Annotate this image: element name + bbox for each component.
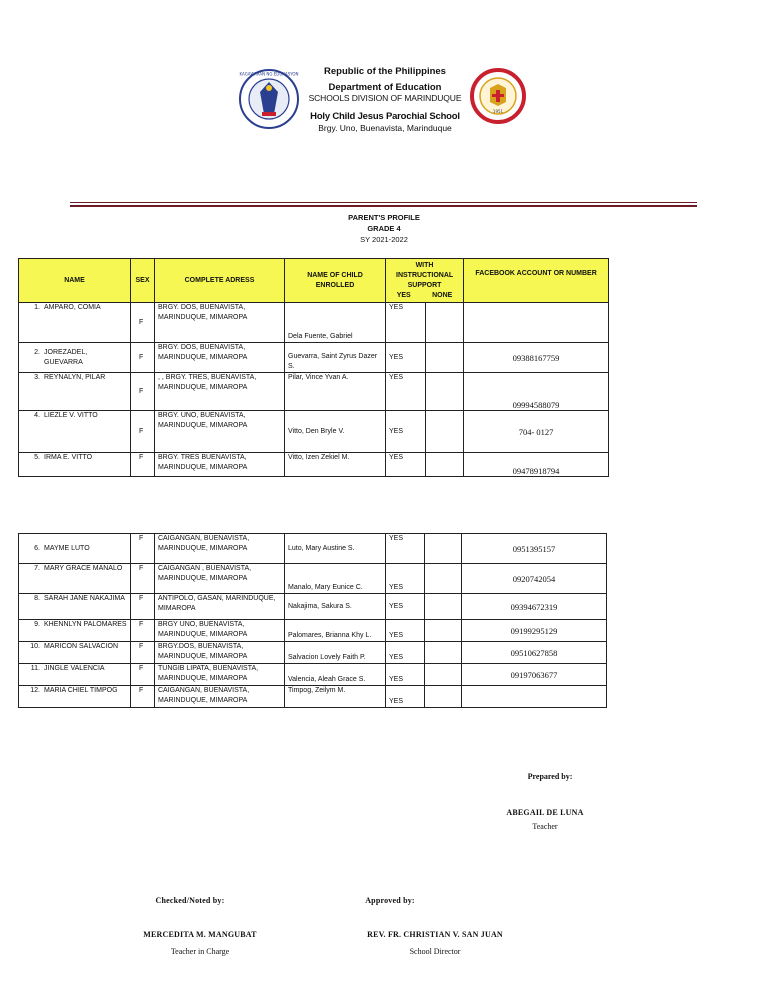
table-header-row <box>19 259 609 303</box>
child-name-cell: Manalo, Mary Eunice C. <box>285 564 386 594</box>
table-row <box>19 534 607 564</box>
contact-cell: 704- 0127 <box>464 411 609 453</box>
row-number: 1. <box>34 304 40 311</box>
sex-cell: F <box>131 620 155 642</box>
parent-name-cell <box>19 686 131 708</box>
sex-cell: F <box>131 594 155 620</box>
address-cell: BRGY. UNO, BUENAVISTA, MARINDUQUE, MIMAROPA <box>155 411 285 453</box>
school-seal-icon <box>470 68 526 124</box>
col-none: NONE <box>432 291 453 299</box>
parent-name: REYNALYN, PILAR <box>44 374 106 381</box>
child-name-cell: Guevarra, Saint Zyrus Dazer S. <box>285 343 386 373</box>
col-support-label: WITH INSTRUCTIONAL SUPPORT <box>396 261 454 289</box>
address-cell: BRGY. TRES BUENAVISTA, MARINDUQUE, MIMAROPA <box>155 453 285 477</box>
sex-cell: F <box>131 642 155 664</box>
seal-year: 1951 <box>492 109 504 114</box>
sex-cell: F <box>131 453 155 477</box>
checked-by-label-block <box>120 896 260 905</box>
support-yes-cell: YES <box>386 564 425 594</box>
col-name: NAME <box>19 259 131 303</box>
approved-name: REV. FR. CHRISTIAN V. SAN JUAN <box>367 930 503 939</box>
parent-name-cell <box>19 303 131 343</box>
parent-name: IRMA E. VITTO <box>44 454 93 461</box>
col-fb: FACEBOOK ACCOUNT OR NUMBER <box>464 259 609 303</box>
parents-table-1 <box>18 258 609 477</box>
child-name-cell: Timpog, Zeilym M. <box>285 686 386 708</box>
parent-name-cell <box>19 620 131 642</box>
parent-name: JINGLE VALENCIA <box>44 665 105 672</box>
table-row <box>19 594 607 620</box>
support-none-cell <box>426 411 464 453</box>
support-yes-cell: YES <box>386 303 426 343</box>
support-yes-cell: YES <box>386 343 426 373</box>
address-cell: CAIGANGAN , BUENAVISTA, MARINDUQUE, MIMAROPA <box>155 564 285 594</box>
seal-lettering: KAGAWARAN NG EDUKASYON <box>239 71 299 77</box>
col-address: COMPLETE ADRESS <box>155 259 285 303</box>
contact-cell: 09994588079 <box>464 373 609 411</box>
parent-name: JOREZADEL, GUEVARRA <box>44 348 88 366</box>
row-number: 12. <box>30 687 40 694</box>
row-number: 7. <box>34 565 40 572</box>
parent-name: LIEZLE V. VITTO <box>44 412 98 419</box>
parent-name: SARAH JANE NAKAJIMA <box>44 595 125 602</box>
row-number: 11. <box>30 665 40 672</box>
checked-name: MERCEDITA M. MANGUBAT <box>143 930 257 939</box>
child-name-cell: Vitto, Den Bryle V. <box>285 411 386 453</box>
parent-name-cell <box>19 564 131 594</box>
letterhead <box>0 62 768 152</box>
title-profile: PARENT'S PROFILE <box>348 213 420 222</box>
contact-cell: 09478918794 <box>464 453 609 477</box>
support-yes-cell: YES <box>386 664 425 686</box>
col-yes: YES <box>396 291 411 299</box>
document-title <box>0 212 768 245</box>
support-none-cell <box>425 534 462 564</box>
school-address: Brgy. Uno, Buenavista, Marinduque <box>318 123 452 133</box>
address-cell: CAIGANGAN, BUENAVISTA, MARINDUQUE, MIMAROPA <box>155 534 285 564</box>
address-cell: BRGY. DOS, BUENAVISTA, MARINDUQUE, MIMAROPA <box>155 343 285 373</box>
table-row <box>19 664 607 686</box>
table-row <box>19 343 609 373</box>
divider-bottom <box>70 205 697 207</box>
support-yes-cell: YES <box>386 620 425 642</box>
table-row <box>19 642 607 664</box>
prepared-label: Prepared by: <box>527 772 573 781</box>
divider-top <box>70 202 697 203</box>
child-name-cell: Luto, Mary Austine S. <box>285 534 386 564</box>
support-yes-cell: YES <box>386 534 425 564</box>
row-number: 5. <box>34 454 40 461</box>
child-name-cell: Pilar, Vince Yvan A. <box>285 373 386 411</box>
table-row <box>19 686 607 708</box>
parent-name-cell <box>19 594 131 620</box>
division-line: SCHOOLS DIVISION OF MARINDUQUE <box>308 93 462 103</box>
title-school-year: SY 2021-2022 <box>360 235 408 244</box>
support-none-cell <box>426 303 464 343</box>
child-name-cell: Salvacion Lovely Faith P. <box>285 642 386 664</box>
department-line: Department of Education <box>328 82 442 93</box>
row-number: 2. <box>34 348 40 356</box>
child-name-cell: Dela Fuente, Gabriel <box>285 303 386 343</box>
parent-name: MAYME LUTO <box>44 544 90 552</box>
checked-signatory <box>115 930 285 956</box>
row-number: 8. <box>34 595 40 602</box>
contact-cell: 09394672319 <box>462 594 607 620</box>
sex-cell: F <box>131 411 155 453</box>
row-number: 3. <box>34 374 40 381</box>
parent-name: MARY GRACE MANALO <box>44 565 123 572</box>
sex-cell: F <box>131 303 155 343</box>
table-row <box>19 373 609 411</box>
parent-name: KHENNLYN PALOMARES <box>44 621 127 628</box>
contact-cell <box>464 303 609 343</box>
prepared-role: Teacher <box>532 822 558 831</box>
support-none-cell <box>426 453 464 477</box>
prepared-name: ABEGAIL DE LUNA <box>506 808 584 817</box>
support-none-cell <box>426 343 464 373</box>
row-number: 6. <box>34 544 40 552</box>
sex-cell: F <box>131 373 155 411</box>
table-row <box>19 453 609 477</box>
support-none-cell <box>425 642 462 664</box>
contact-cell: 09199295129 <box>462 620 607 642</box>
prepared-signatory <box>480 808 610 831</box>
contact-cell <box>462 686 607 708</box>
child-name-cell: Vitto, Izen Zekiel M. <box>285 453 386 477</box>
approved-signatory <box>340 930 530 956</box>
address-cell: BRGY UNO, BUENAVISTA, MARINDUQUE, MIMAROPA <box>155 620 285 642</box>
table-row <box>19 411 609 453</box>
approved-role: School Director <box>409 947 461 956</box>
parent-name: MARIA CHIEL TIMPOG <box>44 687 118 694</box>
support-yes-cell: YES <box>386 373 426 411</box>
col-support <box>386 259 464 303</box>
table-row <box>19 303 609 343</box>
parents-table-2 <box>18 533 607 708</box>
parent-name: MARICON SALVACION <box>44 643 119 650</box>
support-none-cell <box>425 620 462 642</box>
republic-line: Republic of the Philippines <box>324 66 446 77</box>
contact-cell: 09197063677 <box>462 664 607 686</box>
address-cell: TUNGIB LIPATA, BUENAVISTA, MARINDUQUE, MIMAROPA <box>155 664 285 686</box>
contact-cell: 0951395157 <box>462 534 607 564</box>
child-name-cell: Valencia, Aleah Grace S. <box>285 664 386 686</box>
support-none-cell <box>426 373 464 411</box>
support-none-cell <box>425 686 462 708</box>
col-sex: SEX <box>131 259 155 303</box>
parent-name: AMPARO, COMIA <box>44 304 101 311</box>
child-name-cell: Palomares, Brianna Khy L. <box>285 620 386 642</box>
address-cell: CAIGANGAN, BUENAVISTA, MARINDUQUE, MIMAROPA <box>155 686 285 708</box>
sex-cell: F <box>131 343 155 373</box>
parent-name-cell <box>19 453 131 477</box>
parent-name-cell <box>19 343 131 373</box>
school-name: Holy Child Jesus Parochial School <box>310 111 460 122</box>
address-cell: BRGY.DOS, BUENAVISTA, MARINDUQUE, MIMAROPA <box>155 642 285 664</box>
address-cell: BRGY. DOS, BUENAVISTA, MARINDUQUE, MIMAROPA <box>155 303 285 343</box>
support-yes-cell: YES <box>386 686 425 708</box>
support-yes-cell: YES <box>386 594 425 620</box>
parent-name-cell <box>19 411 131 453</box>
support-none-cell <box>425 564 462 594</box>
row-number: 10. <box>30 643 40 650</box>
support-yes-cell: YES <box>386 453 426 477</box>
table-row <box>19 620 607 642</box>
title-grade: GRADE 4 <box>367 224 401 233</box>
table-row <box>19 564 607 594</box>
sex-cell: F <box>131 664 155 686</box>
address-cell: , , BRGY. TRES, BUENAVISTA, MARINDUQUE, MIMAROPA <box>155 373 285 411</box>
approved-label: Approved by: <box>365 896 415 905</box>
support-yes-cell: YES <box>386 642 425 664</box>
row-number: 9. <box>34 621 40 628</box>
sex-cell: F <box>131 564 155 594</box>
checked-label: Checked/Noted by: <box>155 896 225 905</box>
approved-by-label-block <box>330 896 450 905</box>
parent-name-cell <box>19 664 131 686</box>
parent-name-cell <box>19 642 131 664</box>
parent-name-cell <box>19 534 131 564</box>
contact-cell: 09510627858 <box>462 642 607 664</box>
contact-cell: 09388167759 <box>464 343 609 373</box>
support-none-cell <box>425 664 462 686</box>
row-number: 4. <box>34 412 40 419</box>
address-cell: ANTIPOLO, GASAN, MARINDUQUE, MIMAROPA <box>155 594 285 620</box>
sex-cell: F <box>131 686 155 708</box>
checked-role: Teacher in Charge <box>170 947 230 956</box>
parent-name-cell <box>19 373 131 411</box>
child-name-cell: Nakajima, Sakura S. <box>285 594 386 620</box>
support-yes-cell: YES <box>386 411 426 453</box>
sex-cell: F <box>131 534 155 564</box>
prepared-by-block <box>500 772 600 781</box>
contact-cell: 0920742054 <box>462 564 607 594</box>
support-none-cell <box>425 594 462 620</box>
col-child: NAME OF CHILD ENROLLED <box>285 259 386 303</box>
